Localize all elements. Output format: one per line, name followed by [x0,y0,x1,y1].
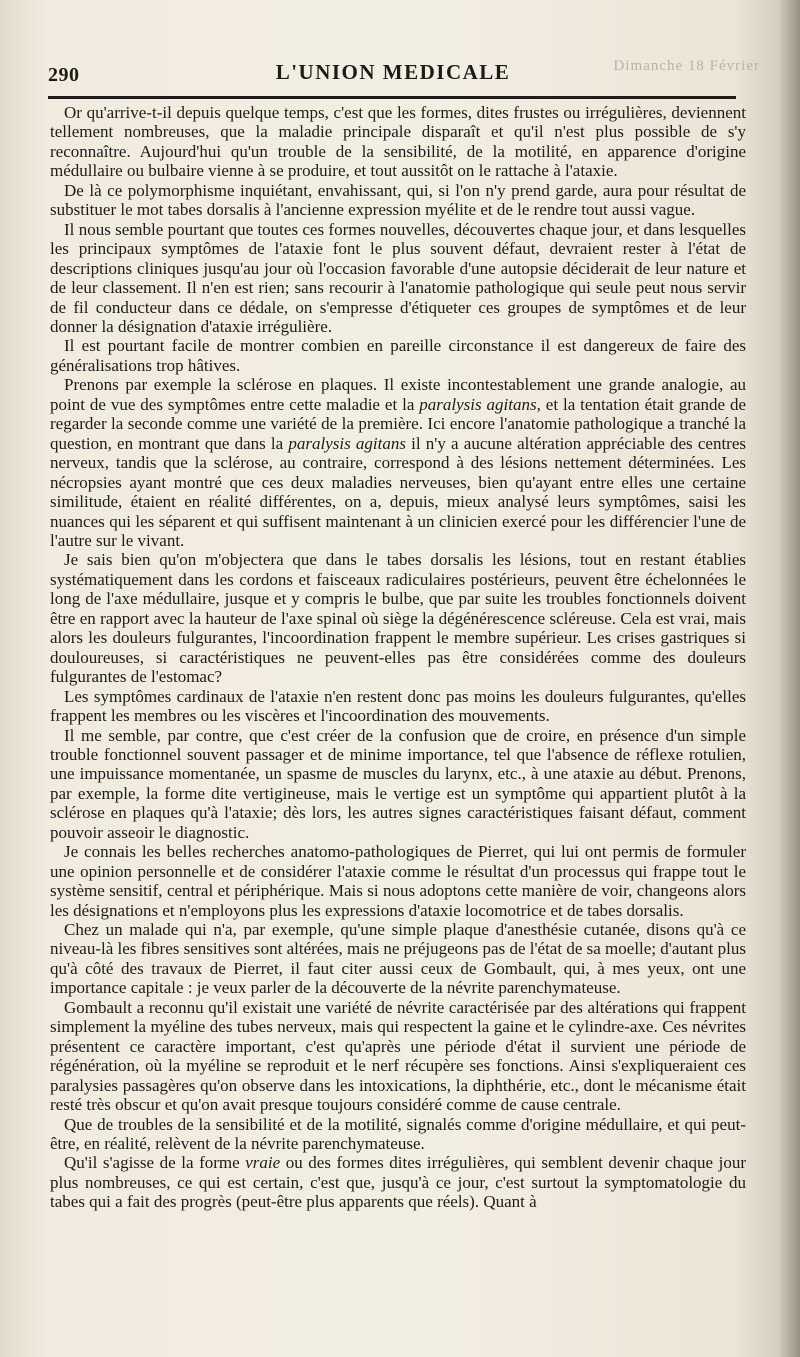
paragraph [50,181,746,220]
paragraph-text: Qu'il s'agisse de la forme [64,1153,246,1173]
paragraph-text: De là ce polymorphisme inquiétant, envahissant, qui, si l'on n'y prend garde, aura pour résultat de substituer le mot tabes dorsalis à l'ancienne expression myélite et de le rendre tout aussi vague. [50,180,746,220]
paragraph [50,1153,746,1211]
paragraph-text: Je sais bien qu'on m'objectera que dans le tabes dorsalis les lésions, tout en restant établies systématiquement dans les cordons et faisceaux radiculaires postérieurs, peuvent être échelonnées le long de l'axe médullaire, jusque et y compris le bulbe, que par suite les troubles fonctionnels doivent être en rapport avec la hauteur de l'axe spinal où siège la dégénérescence scléreuse. Cela est vrai, mais alors les douleurs fulgurantes, l'incoordination frappent le membre supérieur. Les crises gastriques si douloureuses, si caractéristiques ne peuvent-elles pas être considérées comme des douleurs fulgurantes de l'estomac? [50,550,746,687]
italic-term: paralysis agitans [419,394,537,414]
paragraph-text: Prenons par exemple la sclérose en plaques. Il existe incontestablement une grande analogie, au point de vue des symptômes entre cette maladie et la [50,375,746,414]
running-title: L'UNION MEDICALE [275,60,511,84]
article-body [50,103,746,1212]
paragraph-text: Il nous semble pourtant que toutes ces formes nouvelles, découvertes chaque jour, et dans lesquelles les principaux symptômes de l'ataxie font le plus souvent défaut, devraient rester à l'état de descriptions cliniques jusqu'au jour où l'occasion favorable d'une autopsie déciderait de leur nature et de leur classement. Il n'en est rien; sans recourir à l'anatomie pathologique qui seule peut nous servir de fil conducteur dans ce dédale, on s'empresse d'étiqueter ces groupes de symptômes et de leur donner la désignation d'ataxie irrégulière. [50,219,746,336]
binding-shadow [778,0,800,1357]
paragraph [50,1115,746,1154]
paragraph [50,920,746,998]
paragraph-text: Gombault a reconnu qu'il existait une variété de névrite caractérisée par des altérations qui frappent simplement la myéline des tubes nerveux, mais qui respectent la gaine et le cylindre-axe. Ces névrites présentent ce caractère important, c'est qu'après une période d'état il survient une période de régénération, où la myéline se reproduit et le nerf récupère ses fonctions. Ainsi s'expliqueraient ces paralysies passagères qu'on observe dans les intoxications, la diphthérie, etc., dont le mécanisme était resté très obscur et qu'on avait presque toujours considéré comme de cause centrale. [50,997,746,1115]
paragraph [50,687,746,726]
paragraph [50,842,746,920]
paragraph [50,336,746,375]
paragraph-text: Que de troubles de la sensibilité et de la motilité, signalés comme d'origine médullaire, et qui peut-être, en réalité, relèvent de la névrite parenchymateuse. [50,1114,746,1154]
paragraph-text: Je connais les belles recherches anatomo-pathologiques de Pierret, qui lui ont permis de formuler une opinion personnelle et de considérer l'ataxie comme le résultat d'un processus qui frappe tout le système sensitif, central et périphérique. Mais si nous adoptons cette manière de voir, changeons alors les désignations et n'employons plus les expressions d'ataxie locomotrice et de tabes dorsalis. [50,842,746,920]
paragraph-text: Les symptômes cardinaux de l'ataxie n'en restent donc pas moins les douleurs fulgurantes, qu'elles frappent les membres ou les viscères et l'incoordination des mouvements. [50,686,746,726]
paragraph [50,375,746,550]
paragraph [50,998,746,1115]
paragraph-text: Il me semble, par contre, que c'est créer de la confusion que de croire, en présence d'un simple trouble fonctionnel souvent passager et de minime importance, tel que l'absence de réflexe rotulien, une impuissance momentanée, un spasme de muscles du larynx, etc., à une ataxie au début. Prenons, par exemple, la forme dite vertigineuse, mais le vertige est un symptôme qui appartient plutôt à la sclérose en plaques qu'à l'ataxie; dès lors, les autres signes caractéristiques faisant défaut, comment pouvoir asseoir le diagnostic. [50,725,746,842]
paragraph-text: , et la tentation était grande de regarder la seconde comme une variété de la première. Ici encore l'anatomie pathologique a tranché la question, en montrant que dans la [50,394,747,453]
paragraph-text: Or qu'arrive-t-il depuis quelque temps, c'est que les formes, dites frustes ou irrégulières, deviennent tellement nombreuses, que la maladie principale disparaît et qu'il n'est plus possible de s'y reconnaître. Aujourd'hui qu'un trouble de la sensibilité, de la motilité, en apparence d'origine médullaire ou bulbaire vienne à se produire, et tout aussitôt on le rattache à l'ataxie. [50,103,746,181]
page-number: 290 [48,64,80,86]
paragraph-text: il n'y a aucune altération appréciable des centres nerveux, tandis que la sclérose, au contraire, correspond à des lésions nettement déterminées. Les nécropsies ayant montré que ces deux maladies nerveuses, bien qu'ayant entre elles une certaine similitude, étaient en réalité différentes, on a, depuis, mieux analysé leurs symptômes, saisi les nuances qui les séparent et qui suffisent maintenant à un clinicien exercé pour les différencier l'une de l'autre sur le vivant. [50,433,746,550]
paragraph [50,726,746,843]
header-rule [48,96,736,99]
bleed-through-text: Dimanche 18 Février [613,58,760,74]
page-header [48,58,738,92]
paragraph-text: Il est pourtant facile de montrer combien en pareille circonstance il est dangereux de faire des généralisations trop hâtives. [50,336,746,375]
paragraph-text: Chez un malade qui n'a, par exemple, qu'une simple plaque d'anesthésie cutanée, disons qu'à ce niveau-là les fibres sensitives sont altérées, mais ne préjugeons pas de l'état de sa moelle; d'autant plus qu'à côté des travaux de Pierret, il faut citer aussi ceux de Gombault, qui, à mes yeux, ont une importance capitale : je veux parler de la découverte de la névrite parenchymateuse. [50,920,746,998]
paragraph-text: ou des formes dites irrégulières, qui semblent devenir chaque jour plus nombreuses, ce qui est certain, c'est que, jusqu'à ce jour, c'est surtout la symptomatologie du tabes qui a fait des progrès (peut-être plus apparents que réels). Quant à [50,1153,746,1212]
paragraph [50,550,746,686]
italic-term: paralysis agitans [288,433,406,453]
paragraph [50,103,746,181]
paragraph [50,220,746,337]
italic-term: vraie [245,1153,281,1173]
